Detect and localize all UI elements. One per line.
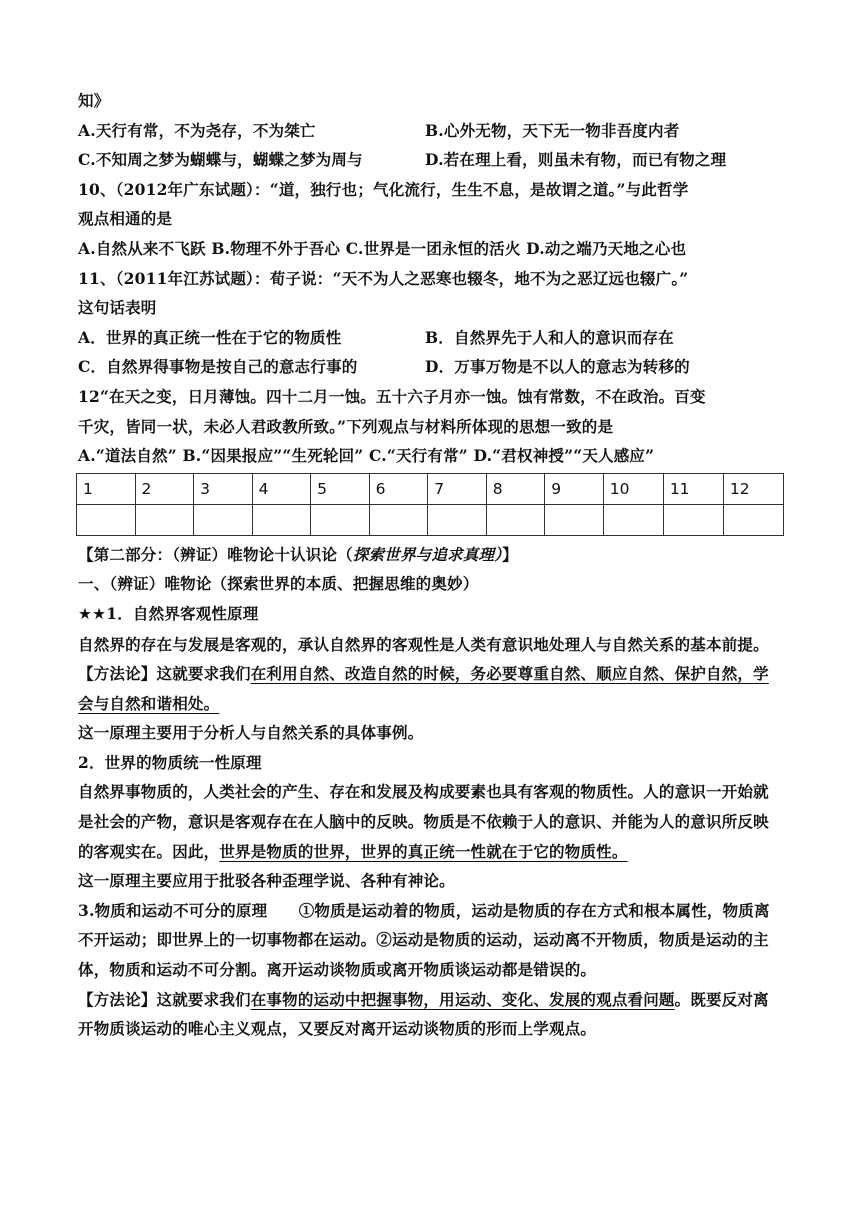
answer-number: 1 [77, 473, 136, 504]
q11-stem-line2: 这句话表明 [78, 298, 157, 318]
answer-cell[interactable] [369, 504, 428, 535]
q11-options-row2 [78, 352, 778, 382]
p3-body [78, 896, 778, 985]
document-page [78, 86, 778, 1044]
answer-number: 8 [486, 473, 545, 504]
answer-cell[interactable] [486, 504, 545, 535]
p2-usage: 这一原理主要应用于批驳各种歪理学说、各种有神论。 [78, 871, 455, 891]
answer-cell[interactable] [428, 504, 487, 535]
answer-cell[interactable] [194, 504, 253, 535]
answer-number: 6 [369, 473, 428, 504]
star-icon: ★★ [78, 604, 107, 623]
answer-table [76, 473, 784, 536]
answer-cell[interactable] [252, 504, 311, 535]
p3-body-text: ①物质是运动着的物质，运动是物质的存在方式和根本属性，物质离不开运动；即世界上的一切事物都在运动。②运动是物质的运动，运动离不开物质，物质是运动的主体，物质和运动不可分割。离开运动谈物质或离开物质谈运动都是错误的。 [78, 900, 770, 980]
answer-cell[interactable] [135, 504, 194, 535]
q12-stem-line2: 千灾，皆同一状，未必人君政教所致。”下列观点与材料所体现的思想一致的是 [78, 416, 614, 436]
part2-title [78, 540, 778, 570]
q12-stem-line1: 12“在天之变，日月薄蚀。四十二月一蚀。五十六子月亦一蚀。蚀有常数，不在政治。百变 [78, 386, 706, 406]
answer-cell[interactable] [603, 504, 663, 535]
p1-method [78, 659, 778, 718]
p3-heading: 3.物质和运动不可分的原理 [78, 900, 268, 920]
answer-number: 4 [252, 473, 311, 504]
p2-heading: 2．世界的物质统一性原理 [78, 752, 262, 772]
p1-heading [78, 599, 778, 630]
answer-table-answer-row [77, 504, 784, 535]
answer-cell[interactable] [723, 504, 783, 535]
answer-number: 9 [545, 473, 604, 504]
q11-options-row1 [78, 323, 778, 353]
method-label: 【方法论】 [78, 664, 157, 684]
p1-usage: 这一原理主要用于分析人与自然关系的具体事例。 [78, 723, 424, 743]
p3-method-pre: 这就要求我们 [156, 989, 251, 1009]
answer-cell[interactable] [545, 504, 604, 535]
answer-number: 11 [663, 473, 723, 504]
p3-method-underlined: 在事物的运动中把握事物，用运动、变化、发展的观点看问题 [250, 989, 675, 1009]
p3-method [78, 985, 778, 1044]
p1-heading-text: 1．自然界客观性原理 [106, 603, 259, 623]
p2-body-text: 自然界事物质的，人类社会的产生、存在和发展及构成要素也具有客观的物质性。人的意识一开始就是社会的产物，意识是客观存在在人脑中的反映。物质是不依赖于人的意识、并能为人的意识所反映的客观实在。因此， [78, 782, 769, 861]
q11-option-d: D．万事万物是不以人的意志为转移的 [425, 357, 690, 377]
part2-title-italic: 探索世界与追求真理） [352, 544, 503, 564]
q9-option-c: C.不知周之梦为蝴蝶与，蝴蝶之梦为周与 [78, 150, 363, 170]
part2-title-pre: 【第二部分：（辨证）唯物论十认识论（ [78, 544, 353, 564]
q12-options: A.“道法自然” B.“因果报应”“生死轮回” C.“天行有常” D.“君权神授”“天人感应” [78, 446, 655, 466]
answer-number: 12 [723, 473, 783, 504]
q10-options: A.自然从来不飞跃 B.物理不外于吾心 C.世界是一团永恒的活火 D.动之端乃天地之心也 [78, 238, 687, 258]
q9-tail: 知》 [78, 91, 110, 110]
p1-method-pre: 这就要求我们 [156, 664, 251, 684]
q11-option-a: A．世界的真正统一性在于它的物质性 [78, 327, 342, 347]
answer-cell[interactable] [77, 504, 136, 535]
p1-method-underlined: 在利用自然、改造自然的时候，务必要尊重自然、顺应自然、保护自然，学会与自然和谐相处。 [78, 664, 769, 713]
section1-title: 一、（辨证）唯物论（探索世界的本质、把握思维的奥妙） [78, 574, 479, 594]
answer-table-header-row [77, 473, 784, 504]
p1-body: 自然界的存在与发展是客观的，承认自然界的客观性是人类有意识地处理人与自然关系的基本前提。 [78, 634, 769, 654]
q9-options-row1 [78, 116, 778, 146]
answer-number: 7 [428, 473, 487, 504]
answer-number: 3 [194, 473, 253, 504]
p3-method-post: 。既要反对离开物质谈运动的唯心主义观点，又要反对离开运动谈物质的形而上学观点。 [78, 989, 769, 1039]
q9-option-a: A.天行有常，不为尧存，不为桀亡 [78, 120, 316, 140]
p2-body [78, 777, 778, 866]
answer-cell[interactable] [311, 504, 370, 535]
q9-option-d: D.若在理上看，则虽未有物，而已有物之理 [425, 150, 727, 170]
answer-number: 5 [311, 473, 370, 504]
answer-number: 10 [603, 473, 663, 504]
answer-number: 2 [135, 473, 194, 504]
q10-stem-line2: 观点相通的是 [78, 209, 173, 229]
q10-stem-line1: 10、（2012年广东试题）：“道，独行也；气化流行，生生不息，是故谓之道。”与此哲学 [78, 179, 689, 199]
answer-cell[interactable] [663, 504, 723, 535]
q11-option-c: C．自然界得事物是按自己的意志行事的 [78, 357, 358, 377]
part2-title-post: 】 [502, 544, 518, 564]
q11-stem-line1: 11、（2011年江苏试题）：荀子说：“天不为人之恶寒也辍冬，地不为之恶辽远也辍广。” [78, 268, 689, 288]
q9-option-b: B.心外无物，天下无一物非吾度内者 [425, 120, 680, 140]
q9-options-row2 [78, 145, 778, 175]
q11-option-b: B．自然界先于人和人的意识而存在 [425, 327, 674, 347]
method-label: 【方法论】 [78, 989, 157, 1009]
p2-body-underlined: 世界是物质的世界，世界的真正统一性就在于它的物质性。 [219, 841, 628, 861]
